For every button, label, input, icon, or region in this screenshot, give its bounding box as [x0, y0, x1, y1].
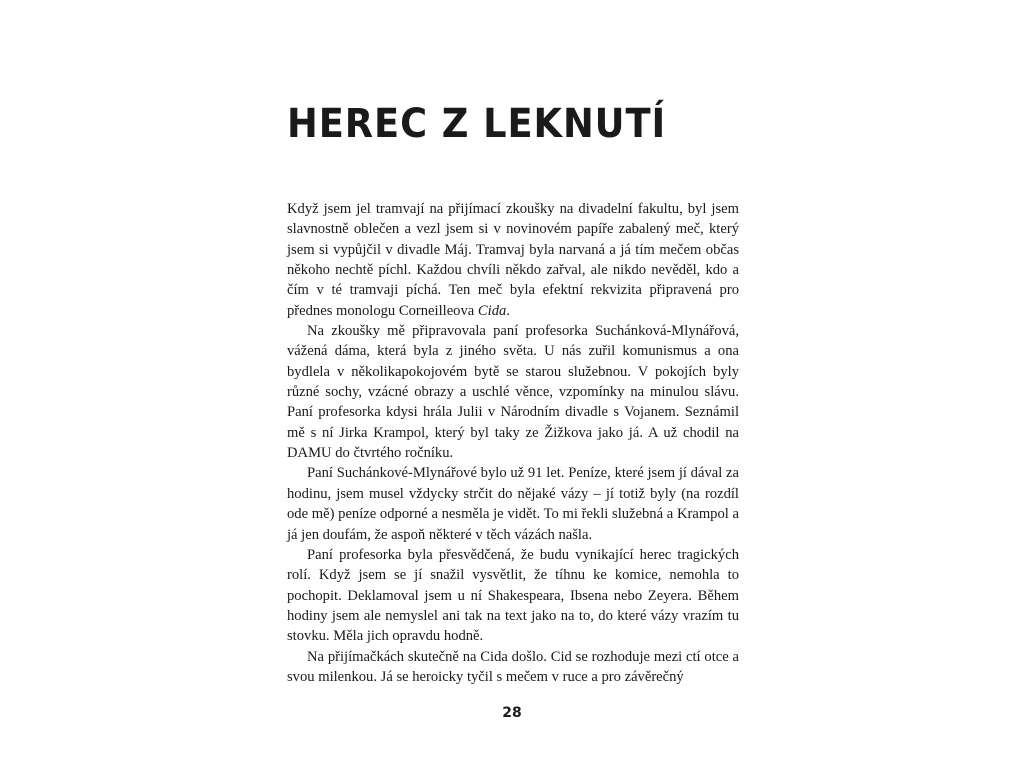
- paragraph-3: Paní Suchánkové-Mlynářové bylo už 91 let. Peníze, které jsem jí dával za hodinu, jsem musel vždycky strčit do nějaké vázy – jí totiž byly (na rozdíl ode mě) peníze odporné a nesměla je vidět. To mi řekli služebná a Krampol a já jen doufám, že aspoň některé v těch vázách našla.: [287, 465, 739, 543]
- paragraph-2: Na zkoušky mě připravovala paní profesorka Suchánková-Mlynářová, vážená dáma, která byla z jiného světa. U nás zuřil komunismus a ona bydlela v několikapokojovém bytě se starou služebnou. V pokojích byly různé sochy, vzácné obrazy a uschlé věnce, vzpomínky na minulou slávu. Paní profesorka kdysi hrála Julii v Národním divadle s Vojanem. Seznámil mě s ní Jirka Krampol, který byl taky ze Žižkova jako já. A už chodil na DAMU do čtvrtého ročníku.: [287, 323, 739, 462]
- page-number: 28: [502, 705, 522, 721]
- paragraph-1-end: .: [506, 302, 510, 319]
- body-text: [287, 199, 739, 687]
- paragraph-4: Paní profesorka byla přesvědčená, že budu vynikající herec tragických rolí. Když jsem se jí snažil vysvětlit, že tíhnu ke komice, nemohla to pochopit. Deklamoval jsem u ní Shakespeara, Ibsena nebo Zeyera. Během hodiny jsem ale nemyslel ani tak na text jako na to, do které vázy vrazím tu stovku. Měla jich opravdu hodně.: [287, 546, 739, 645]
- chapter-title: HEREC Z LEKNUTÍ: [287, 101, 667, 147]
- paragraph-1-italic-title: Cida: [477, 302, 507, 319]
- paragraph-1-text: Když jsem jel tramvají na přijímací zkoušky na divadelní fakultu, byl jsem slavnostně oblečen a vezl jsem si v novinovém papíře zabalený meč, který jsem si vypůjčil v divadle Máj. Tramvaj byla narvaná a já tím mečem občas někoho nechtě píchl. Každou chvíli někdo zařval, ale nikdo nevěděl, kdo a čím v té tramvaji píchá. Ten meč byla efektní rekvizita připravená pro přednes monologu Corneilleova: [287, 201, 739, 319]
- paragraph-5: Na přijímačkách skutečně na Cida došlo. Cid se rozhoduje mezi ctí otce a svou milenkou. Já se heroicky tyčil s mečem v ruce a pro závěrečný: [287, 648, 739, 685]
- paragraph-1: [287, 199, 739, 321]
